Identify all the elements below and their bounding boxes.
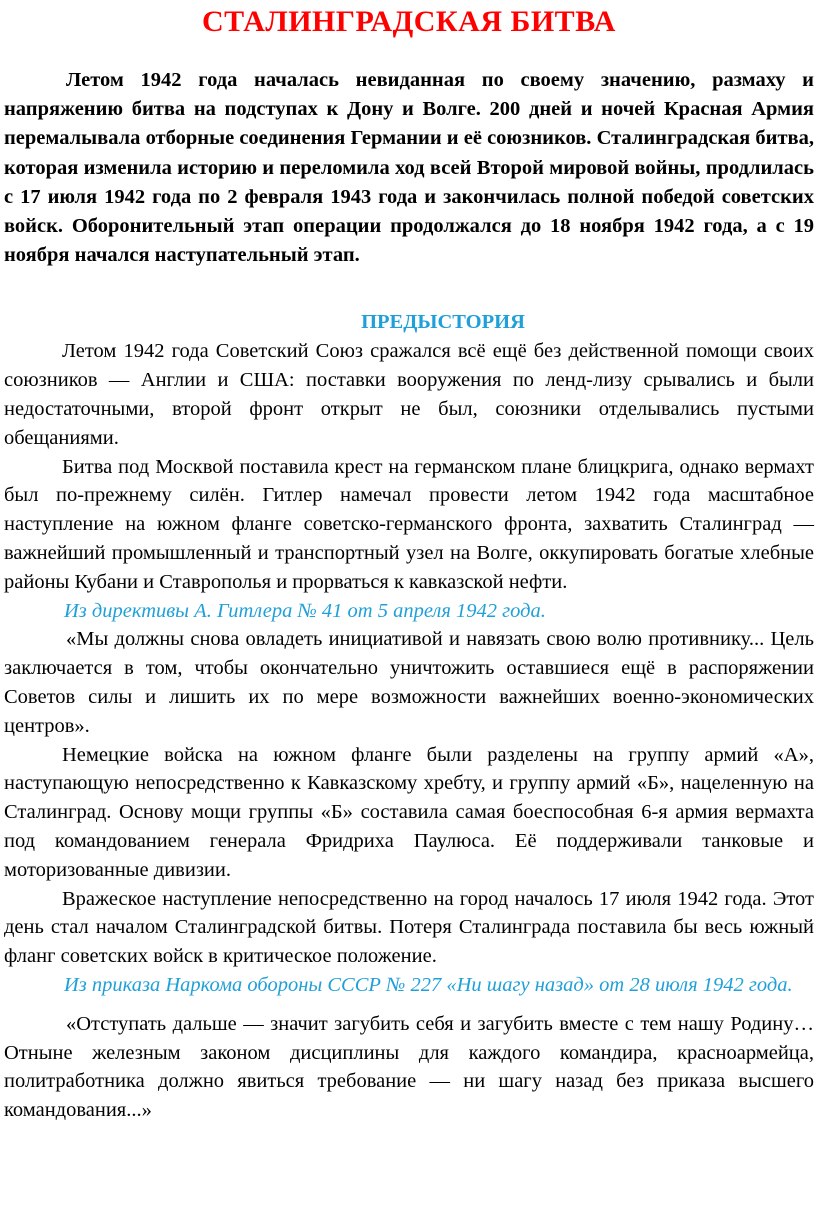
section-heading: ПРЕДЫСТОРИЯ bbox=[361, 311, 525, 334]
body-paragraph: Вражеское наступление непосредственно на город началось 17 июля 1942 года. Этот день стал началом Сталинградской битвы. Потеря Сталинграда поставила бы весь южный фланг советских войск в критическое положение. bbox=[4, 887, 814, 968]
page-title: СТАЛИНГРАДСКАЯ БИТВА bbox=[202, 5, 616, 38]
quote-text: «Мы должны снова овладеть инициативой и навязать свою волю противнику... Цель заключается в том, чтобы окончательно уничтожить оставшиеся ещё в распоряжении Советов силы и лишить их по мере возможности важнейших военно-экономических центров». bbox=[4, 628, 814, 737]
body-paragraph: Немецкие войска на южном фланге были разделены на группу армий «А», наступающую непосредственно к Кавказскому хребту, и группу армий «Б», нацеленную на Сталинград. Основу мощи группы «Б» составила самая боеспособная 6-я армия вермахта под командованием генерала Фридриха Паулюса. Её поддерживали танковые и моторизованные дивизии. bbox=[4, 743, 814, 881]
body-paragraph: Битва под Москвой поставила крест на германском плане блицкрига, однако вермахт был по-прежнему силён. Гитлер намечал провести летом 1942 года масштабное наступление на южном фланге советско-германского фронта, захватить Сталинград — важнейший промышленный и транспортный узел на Волге, оккупировать богатые хлебные районы Кубани и Ставрополья и прорваться к кавказской нефти. bbox=[4, 455, 814, 593]
quote-source: Из директивы А. Гитлера № 41 от 5 апреля 1942 года. bbox=[64, 599, 546, 622]
intro-paragraph: Летом 1942 года началась невиданная по своему значению, размаху и напряжению битва на подступах к Дону и Волге. 200 дней и ночей Красная Армия перемалывала отборные соединения Германии и её союзников. Сталинградская битва, которая изменила историю и переломила ход всей Второй мировой войны, продлилась с 17 июля 1942 года по 2 февраля 1943 года и закончилась полной победой советских войск. Оборонительный этап операции продолжался до 18 ноября 1942 года, а с 19 ноября начался наступательный этап. bbox=[4, 69, 814, 267]
body-paragraph: Летом 1942 года Советский Союз сражался всё ещё без действенной помощи своих союзников — Англии и США: поставки вооружения по ленд-лизу срывались и были недостаточными, второй фронт открыт не был, союзники отделывались пустыми обещаниями. bbox=[4, 340, 814, 449]
quote-text: «Отступать дальше — значит загубить себя и загубить вместе с тем нашу Родину… Отныне железным законом дисциплины для каждого командира, красноармейца, политработника должно явиться требование — ни шагу назад без приказа высшего командования...» bbox=[4, 1012, 814, 1122]
quote-source: Из приказа Наркома обороны СССР № 227 «Ни шагу назад» от 28 июля 1942 года. bbox=[64, 973, 793, 996]
